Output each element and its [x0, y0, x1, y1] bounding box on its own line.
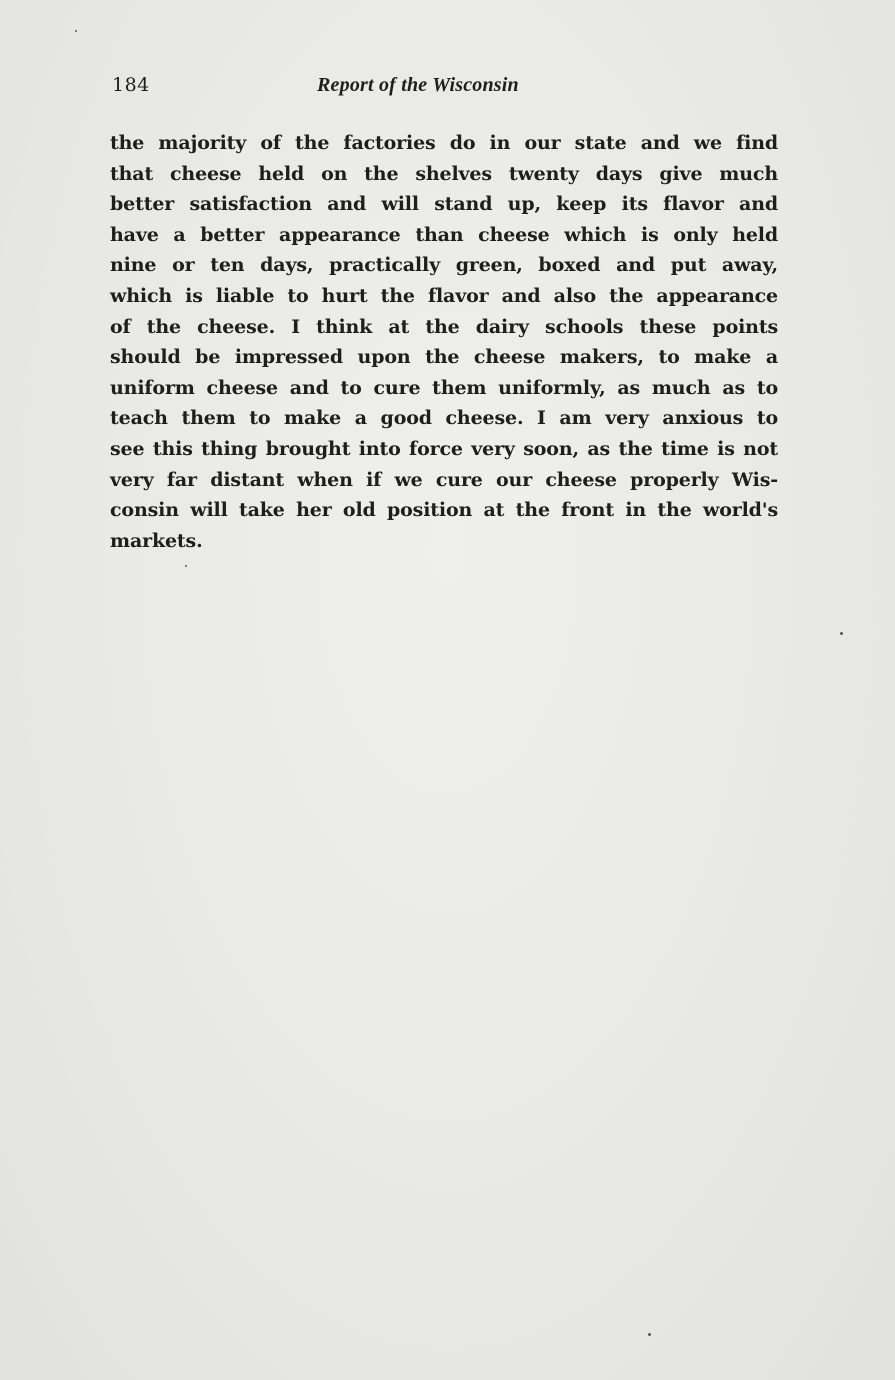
scan-speck	[648, 1333, 651, 1336]
scan-speck	[75, 30, 77, 32]
text-line: should be impressed upon the cheese makers, to make a	[110, 346, 778, 369]
scan-speck	[185, 565, 187, 567]
text-line: better satisfaction and will stand up, keep its flavor and	[110, 193, 778, 216]
scan-speck	[840, 632, 843, 635]
text-line: very far distant when if we cure our cheese properly Wis-	[110, 468, 778, 491]
page-header	[112, 74, 777, 104]
text-line: uniform cheese and to cure them uniformly, as much as to	[110, 376, 778, 399]
running-title: Report of the Wisconsin	[317, 74, 519, 96]
text-line: consin will take her old position at the front in the world's	[110, 499, 778, 522]
text-line: that cheese held on the shelves twenty days give much	[110, 162, 778, 185]
text-line: have a better appearance than cheese which is only held	[110, 223, 778, 246]
text-line: the majority of the factories do in our state and we find	[110, 132, 778, 154]
page-number: 184	[112, 74, 150, 96]
text-line: teach them to make a good cheese. I am very anxious to	[110, 407, 778, 430]
text-line: which is liable to hurt the flavor and also the appearance	[110, 284, 778, 307]
text-line: markets.	[110, 529, 203, 552]
text-line: nine or ten days, practically green, boxed and put away,	[110, 254, 778, 277]
text-line: see this thing brought into force very soon, as the time is not	[110, 437, 778, 460]
body-paragraph	[110, 128, 778, 556]
text-line: of the cheese. I think at the dairy schools these points	[110, 315, 778, 338]
